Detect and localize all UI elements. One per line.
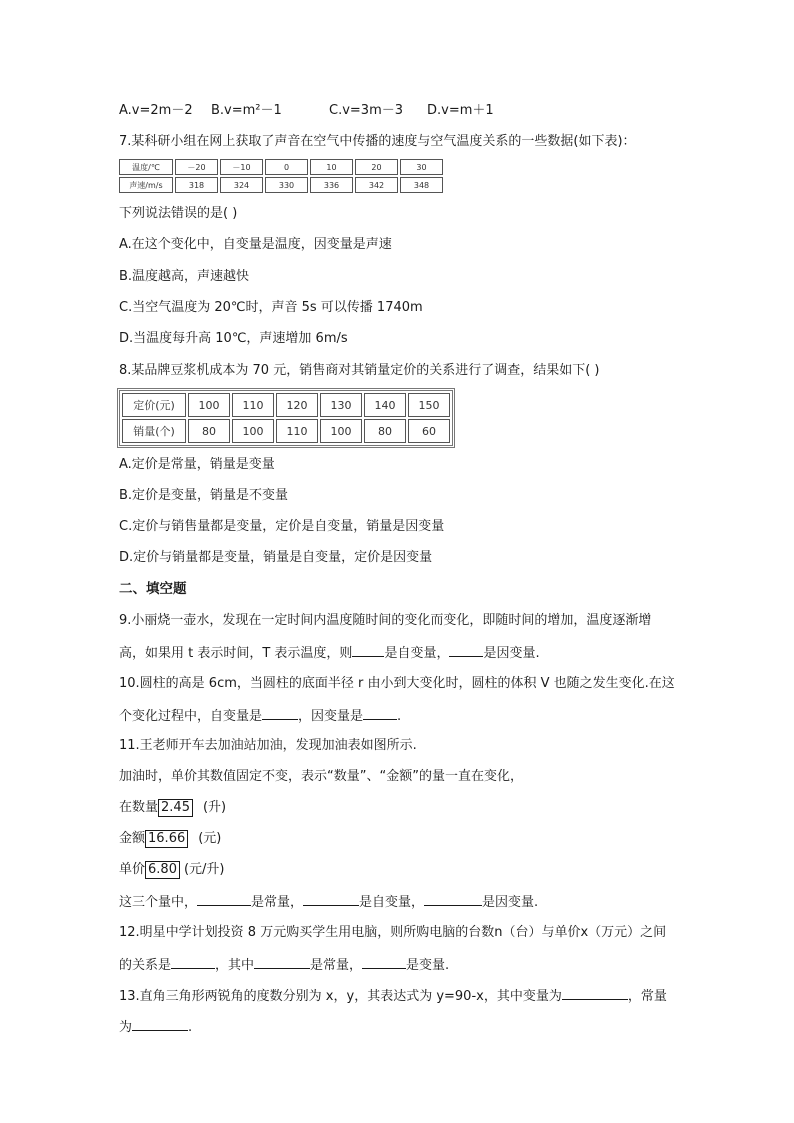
q13-text: . (188, 1020, 193, 1035)
answer-blank[interactable] (449, 643, 483, 657)
table-cell: 100 (320, 419, 362, 443)
answer-blank[interactable] (262, 706, 298, 720)
table-cell: 20 (355, 159, 398, 175)
table-cell: 60 (408, 419, 450, 443)
table-cell: －20 (175, 159, 218, 175)
q8-option-a: A.定价是常量，销量是变量 (119, 457, 275, 472)
q6-options (119, 102, 494, 120)
q12-text: 的关系是 (119, 958, 172, 973)
answer-blank[interactable] (197, 892, 251, 906)
q7-table (117, 157, 445, 195)
q8-option-d: D.定价与销量都是变量，销量是自变量，定价是因变量 (119, 550, 433, 565)
q7-question: 下列说法错误的是( ) (119, 206, 238, 221)
q13-text: 为 (119, 1020, 133, 1035)
answer-blank[interactable] (171, 955, 215, 969)
gauge-unit: (升) (202, 800, 227, 815)
table-cell: 110 (232, 393, 274, 417)
answer-blank[interactable] (363, 706, 397, 720)
answer-blank[interactable] (254, 955, 310, 969)
table-cell: 130 (320, 393, 362, 417)
q11-text: 这三个量中， (119, 895, 198, 910)
q13-line2 (119, 1017, 192, 1037)
table-cell: 100 (232, 419, 274, 443)
q10-line2 (119, 706, 401, 726)
table-row (122, 393, 450, 417)
table-header-cell: 声速/m/s (119, 177, 173, 193)
table-cell: －10 (220, 159, 263, 175)
q13-line1 (119, 986, 667, 1006)
q12-line1: 12.明星中学计划投资 8 万元购买学生用电脑，则所购电脑的台数n（台）与单价x（万元）之间 (119, 925, 667, 940)
q11-text: 是自变量， (359, 895, 425, 910)
gauge-value-box: 16.66 (145, 830, 188, 848)
gauge-amount (119, 830, 221, 848)
q10-text: . (397, 709, 402, 724)
q11-text: 是常量， (251, 895, 304, 910)
table-cell: 100 (188, 393, 230, 417)
q7-option-a: A.在这个变化中，自变量是温度，因变量是声速 (119, 237, 392, 252)
q12-line2 (119, 955, 449, 975)
q13-text: 13.直角三角形两锐角的度数分别为 x，y，其表达式为 y=90-x，其中变量为 (119, 989, 562, 1004)
answer-blank[interactable] (303, 892, 359, 906)
table-cell: 324 (220, 177, 263, 193)
table-cell: 80 (188, 419, 230, 443)
table-cell: 330 (265, 177, 308, 193)
gauge-price (119, 861, 225, 879)
q7-option-c: C.当空气温度为 20℃时，声音 5s 可以传播 1740m (119, 300, 423, 315)
table-cell: 348 (400, 177, 443, 193)
q6-option-c: C.v=3m－3 (329, 103, 404, 118)
q13-text: ，常量 (627, 989, 667, 1004)
q10-text: ，因变量是 (298, 709, 364, 724)
table-row (119, 177, 443, 193)
q12-text: ，其中 (215, 958, 255, 973)
q8-table (117, 388, 455, 448)
gauge-label: 在数量 (119, 800, 159, 815)
gauge-unit: (元/升) (183, 862, 225, 877)
q6-option-d: D.v=m＋1 (427, 103, 494, 118)
gauge-value-box: 6.80 (145, 861, 180, 879)
gauge-value-box: 2.45 (158, 799, 193, 817)
q12-text: 是常量， (310, 958, 363, 973)
gauge-label: 金额 (119, 831, 146, 846)
q9-line1: 9.小丽烧一壶水，发现在一定时间内温度随时间的变化而变化，即随时间的增加，温度逐渐增 (119, 613, 652, 628)
q11-last (119, 892, 538, 912)
q6-option-a: A.v=2m－2 (119, 103, 193, 118)
q8-stem: 8.某品牌豆浆机成本为 70 元，销售商对其销量定价的关系进行了调查，结果如下( ) (119, 363, 600, 378)
table-cell: 30 (400, 159, 443, 175)
table-cell: 318 (175, 177, 218, 193)
q7-option-d: D.当温度每升高 10℃，声速增加 6m/s (119, 331, 348, 346)
answer-blank[interactable] (352, 643, 384, 657)
q11-text: 是因变量. (482, 895, 539, 910)
table-header-cell: 温度/℃ (119, 159, 173, 175)
answer-blank[interactable] (424, 892, 482, 906)
answer-blank[interactable] (132, 1017, 188, 1031)
answer-blank[interactable] (362, 955, 406, 969)
q6-option-b: B.v=m²－1 (211, 103, 282, 118)
q7-stem: 7.某科研小组在网上获取了声音在空气中传播的速度与空气温度关系的一些数据(如下表)： (119, 134, 636, 149)
q9-text: 高，如果用 t 表示时间，T 表示温度，则 (119, 646, 353, 661)
q8-option-c: C.定价与销售量都是变量，定价是自变量，销量是因变量 (119, 519, 445, 534)
table-row (122, 419, 450, 443)
section-heading: 二、填空题 (119, 581, 187, 597)
q9-text: 是自变量， (384, 646, 450, 661)
table-row (119, 159, 443, 175)
table-cell: 150 (408, 393, 450, 417)
q12-text: 是变量. (406, 958, 450, 973)
q8-option-b: B.定价是变量，销量是不变量 (119, 488, 289, 503)
q7-option-b: B.温度越高，声速越快 (119, 269, 250, 284)
table-cell: 80 (364, 419, 406, 443)
q9-line2 (119, 643, 540, 663)
gauge-unit: (元) (198, 831, 222, 846)
q11-line2: 加油时，单价其数值固定不变，表示“数量”、“金额”的量一直在变化， (119, 769, 523, 784)
answer-blank[interactable] (562, 986, 628, 1000)
table-cell: 0 (265, 159, 308, 175)
table-cell: 110 (276, 419, 318, 443)
q10-text: 个变化过程中，自变量是 (119, 709, 263, 724)
table-cell: 336 (310, 177, 353, 193)
gauge-label: 单价 (119, 862, 146, 877)
table-cell: 120 (276, 393, 318, 417)
table-cell: 342 (355, 177, 398, 193)
q9-text: 是因变量. (483, 646, 540, 661)
q11-line1: 11.王老师开车去加油站加油，发现加油表如图所示. (119, 738, 417, 753)
table-cell: 140 (364, 393, 406, 417)
gauge-quantity (119, 799, 226, 817)
table-header-cell: 定价(元) (122, 393, 186, 417)
q10-line1: 10.圆柱的高是 6cm，当圆柱的底面半径 r 由小到大变化时，圆柱的体积 V 也随之发生变化.在这 (119, 676, 675, 691)
table-header-cell: 销量(个) (122, 419, 186, 443)
table-cell: 10 (310, 159, 353, 175)
